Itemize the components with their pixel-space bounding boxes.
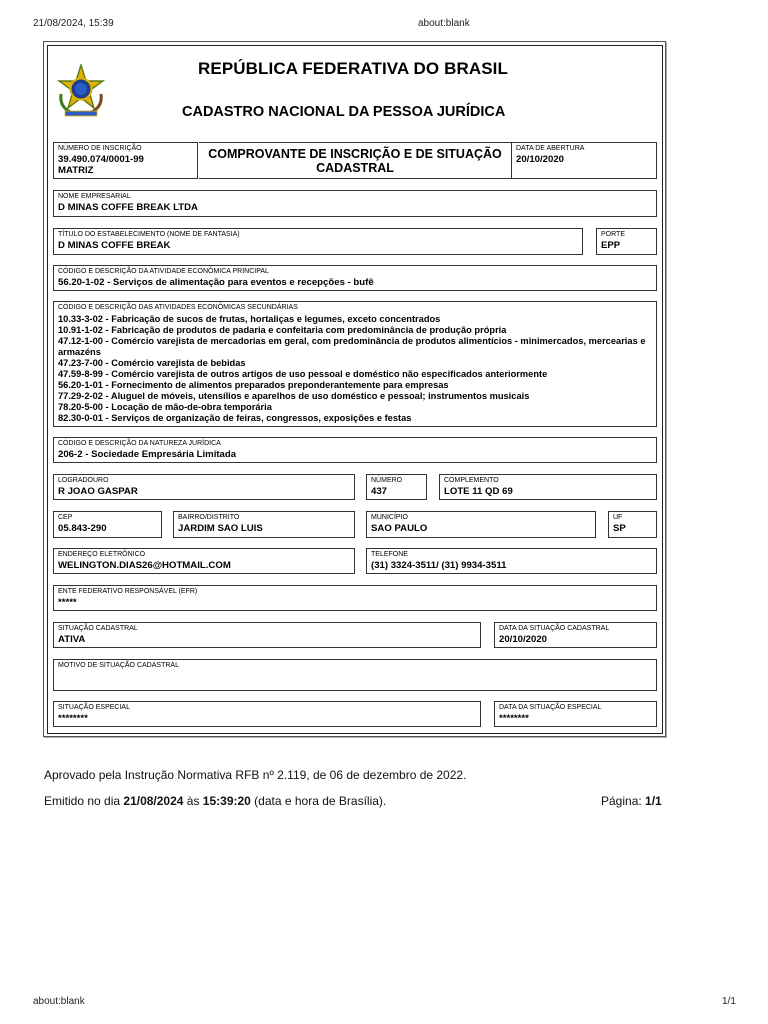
data-situacao-especial-field: DATA DA SITUAÇÃO ESPECIAL ******** [494,701,657,727]
list-item: 82.30-0-01 - Serviços de organização de feiras, congressos, exposições e festas [58,413,412,423]
inscricao-tipo: MATRIZ [58,165,94,176]
titulo-value: D MINAS COFFE BREAK [58,240,171,251]
logradouro-field: LOGRADOURO R JOAO GASPAR [53,474,355,500]
natureza-juridica-field: CÓDIGO E DESCRIÇÃO DA NATUREZA JURÍDICA 206-2 - Sociedade Empresária Limitada [53,437,657,463]
cep-value: 05.843-290 [58,523,107,534]
situacao-cadastral-value: ATIVA [58,634,86,645]
print-footer-page: 1/1 [722,996,736,1007]
email-field: ENDEREÇO ELETRÔNICO WELINGTON.DIAS26@HOTMAIL.COM [53,548,355,574]
page-indicator: Página: 1/1 [601,794,662,808]
data-situacao-field: DATA DA SITUAÇÃO CADASTRAL 20/10/2020 [494,622,657,648]
telefone-value: (31) 3324-3511/ (31) 9934-3511 [371,560,507,571]
inscricao-numero: 39.490.074/0001-99 [58,154,144,165]
uf-field: UF SP [608,511,657,538]
nome-empresarial-field: NOME EMPRESARIAL D MINAS COFFE BREAK LTDA [53,190,657,217]
list-item: 78.20-5-00 - Locação de mão-de-obra temporária [58,402,272,412]
situacao-cadastral-field: SITUAÇÃO CADASTRAL ATIVA [53,622,481,648]
emission-info: Emitido no dia 21/08/2024 às 15:39:20 (data e hora de Brasília). [44,794,387,808]
porte-value: EPP [601,240,621,251]
list-item: 56.20-1-01 - Fornecimento de alimentos preparados preponderantemente para empresas [58,380,449,390]
bairro-field: BAIRRO/DISTRITO JARDIM SAO LUIS [173,511,355,538]
atividade-principal-field: CÓDIGO E DESCRIÇÃO DA ATIVIDADE ECONÔMICA PRINCIPAL 56.20-1-02 - Serviços de alimentação para eventos e recepções - bufê [53,265,657,291]
approval-note: Aprovado pela Instrução Normativa RFB nº 2.119, de 06 de dezembro de 2022. [44,768,467,782]
numero-value: 437 [371,486,388,497]
print-datetime: 21/08/2024, 15:39 [33,18,114,29]
print-footer-url: about:blank [33,996,85,1007]
inscricao-field: NÚMERO DE INSCRIÇÃO 39.490.074/0001-99 MATRIZ [53,142,198,179]
motivo-situacao-field: MOTIVO DE SITUAÇÃO CADASTRAL [53,659,657,691]
numero-field: NÚMERO 437 [366,474,427,500]
page-title: REPÚBLICA FEDERATIVA DO BRASIL [198,59,508,78]
data-situacao-especial-value: ******** [499,713,529,724]
uf-value: SP [613,523,626,534]
situacao-especial-value: ******** [58,713,88,724]
list-item: 10.33-3-02 - Fabricação de sucos de frutas, hortaliças e legumes, exceto concentrados [58,314,441,324]
efr-field: ENTE FEDERATIVO RESPONSÁVEL (EFR) ***** [53,585,657,611]
bairro-value: JARDIM SAO LUIS [178,523,263,534]
abertura-field: DATA DE ABERTURA 20/10/2020 [511,142,657,179]
email-value: WELINGTON.DIAS26@HOTMAIL.COM [58,560,231,571]
page-subtitle: CADASTRO NACIONAL DA PESSOA JURÍDICA [182,104,506,120]
natureza-juridica-value: 206-2 - Sociedade Empresária Limitada [58,449,237,460]
atividades-secundarias-field: CÓDIGO E DESCRIÇÃO DAS ATIVIDADES ECONÔMICAS SECUNDÁRIAS 10.33-3-02 - Fabricação de sucos de frutas, hortaliças e legumes, exceto concentrados 10.91-1-02 - Fabricação de produtos de padaria e confeitaria com predominância de produção própria 47.12-1-00 - Comércio varejista de mercadorias em geral, com predominância de produtos alimentícios - minimercados, mercearias e armazéns 47.23-7-00 - Comércio varejista de bebidas 47.59-8-99 - Comércio varejista de outros artigos de uso pessoal e doméstico não especificados anteriormente 56.20-1-01 - Fornecimento de alimentos preparados preponderantemente para empresas 77.29-2-02 - Aluguel de móveis, utensílios e aparelhos de uso doméstico e pessoal; instrumentos musicais 78.20-5-00 - Locação de mão-de-obra temporária 82.30-0-01 - Serviços de organização de feiras, congressos, exposições e festas [53,301,657,427]
complemento-value: LOTE 11 QD 69 [444,486,513,497]
list-item: 10.91-1-02 - Fabricação de produtos de padaria e confeitaria com predominância de produção própria [58,325,507,335]
cep-field: CEP 05.843-290 [53,511,162,538]
data-situacao-value: 20/10/2020 [499,634,548,645]
logradouro-value: R JOAO GASPAR [58,486,138,497]
print-url: about:blank [418,18,470,29]
efr-value: ***** [58,597,77,608]
atividade-principal-value: 56.20-1-02 - Serviços de alimentação para eventos e recepções - bufê [58,277,374,288]
comprovante-title: COMPROVANTE DE INSCRIÇÃO E DE SITUAÇÃO CADASTRAL [199,142,511,179]
list-item: 77.29-2-02 - Aluguel de móveis, utensílios e aparelhos de uso doméstico e pessoal; instrumentos musicais [58,391,530,401]
list-item: 47.23-7-00 - Comércio varejista de bebidas [58,358,246,368]
abertura-value: 20/10/2020 [516,154,565,165]
municipio-field: MUNICÍPIO SAO PAULO [366,511,596,538]
situacao-especial-field: SITUAÇÃO ESPECIAL ******** [53,701,481,727]
titulo-estabelecimento-field: TÍTULO DO ESTABELECIMENTO (NOME DE FANTASIA) D MINAS COFFE BREAK [53,228,583,255]
atividades-secundarias-list [58,314,650,424]
list-item: 47.59-8-99 - Comércio varejista de outros artigos de uso pessoal e doméstico não especificados anteriormente [58,369,548,379]
complemento-field: COMPLEMENTO LOTE 11 QD 69 [439,474,657,500]
municipio-value: SAO PAULO [371,523,428,534]
nome-empresarial-value: D MINAS COFFE BREAK LTDA [58,202,198,213]
list-item: 47.12-1-00 - Comércio varejista de mercadorias em geral, com predominância de produtos alimentícios - minimercados, mercearias e armazéns [58,336,646,357]
porte-field: PORTE EPP [596,228,657,255]
brazil-coat-of-arms-icon [57,64,105,118]
telefone-field: TELEFONE (31) 3324-3511/ (31) 9934-3511 [366,548,657,574]
